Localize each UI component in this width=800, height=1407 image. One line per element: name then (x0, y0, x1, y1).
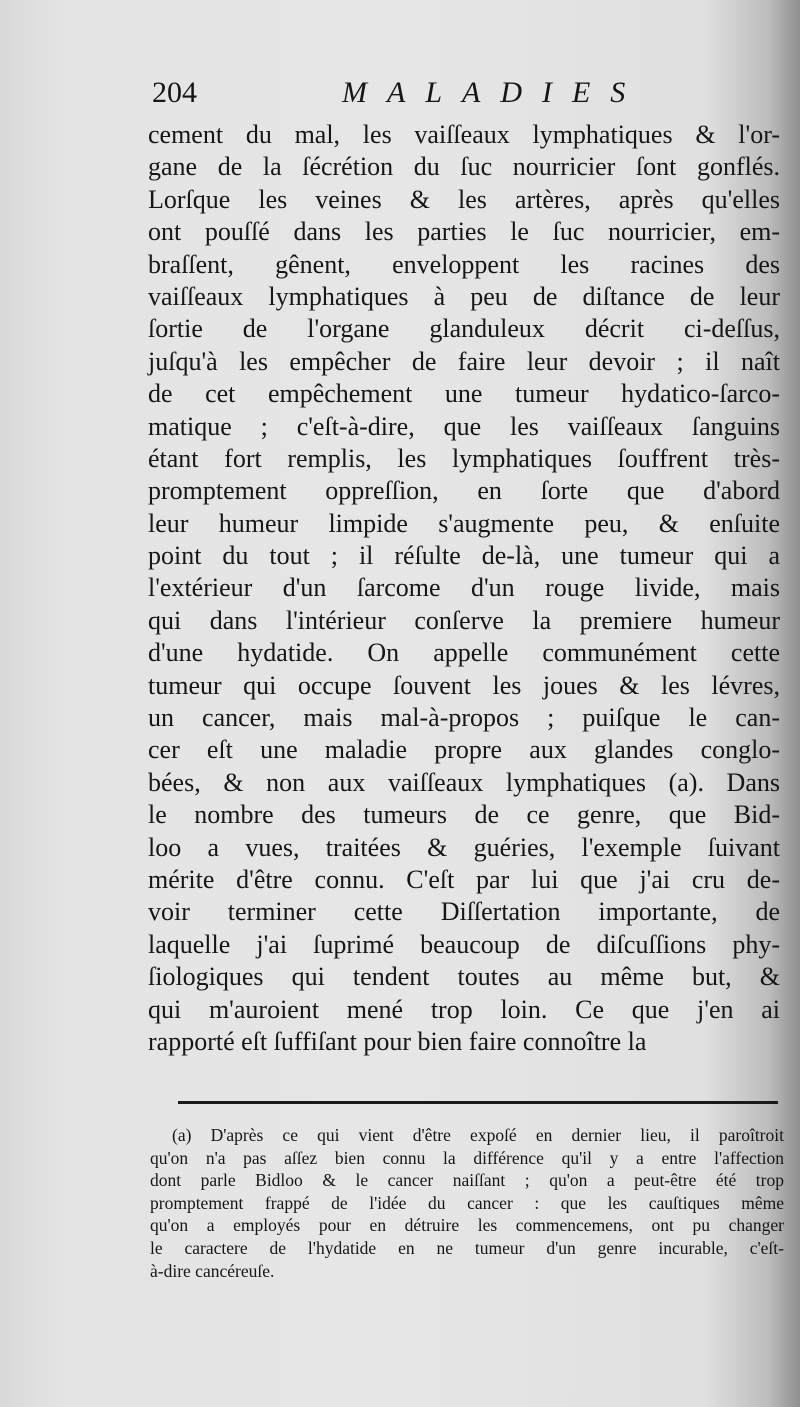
footnote-line: le caractere de l'hydatide en ne tumeur d'un genre incurable, c'eſt- (150, 1237, 784, 1258)
body-line: cer eſt une maladie propre aux glandes conglo- (148, 735, 780, 765)
body-line: ont pouſſé dans les parties le ſuc nourricier, em- (148, 217, 780, 247)
body-line: laquelle j'ai ſuprimé beaucoup de diſcuſſions phy- (148, 929, 780, 959)
footnote-line: à-dire cancéreuſe. (150, 1260, 275, 1281)
body-line: ſiologiques qui tendent toutes au même but, & (148, 962, 780, 992)
footnote-line: dont parle Bidloo & le cancer naiſſant ; qu'on a peut-être été trop (150, 1170, 784, 1191)
footnote-line: promptement frappé de l'idée du cancer : que les cauſtiques même (150, 1192, 784, 1213)
body-line: mérite d'être connu. C'eſt par lui que j'ai cru de- (148, 864, 780, 894)
body-line: point du tout ; il réſulte de-là, une tumeur qui a (148, 541, 780, 571)
body-line: braſſent, gênent, enveloppent les racines des (148, 249, 780, 279)
running-title: MALADIES (342, 76, 646, 109)
footnote-line: qu'on a employés pour en détruire les commencemens, ont pu changer (150, 1215, 784, 1236)
page-number: 204 (152, 76, 197, 109)
footnote-line: (a) D'après ce qui vient d'être expoſé en dernier lieu, il paroîtroit (172, 1125, 784, 1145)
body-line: voir terminer cette Diſſertation importante, de (148, 897, 780, 927)
body-line: juſqu'à les empêcher de faire leur devoir ; il naît (148, 346, 780, 376)
body-line: l'extérieur d'un ſarcome d'un rouge livide, mais (148, 573, 780, 603)
body-text (148, 119, 780, 1058)
body-line: tumeur qui occupe ſouvent les joues & les lévres, (148, 670, 780, 700)
footnote-rule (178, 1101, 778, 1104)
body-line: le nombre des tumeurs de ce genre, que Bid- (148, 800, 780, 830)
body-line: qui dans l'intérieur conſerve la premiere humeur (148, 605, 780, 635)
footnote-line: qu'on n'a pas aſſez bien connu la différence qu'il y a entre l'affection (150, 1147, 784, 1168)
body-line: bées, & non aux vaiſſeaux lymphatiques (a). Dans (148, 767, 780, 797)
body-line: un cancer, mais mal-à-propos ; puiſque le can- (148, 703, 780, 733)
body-line: qui m'auroient mené trop loin. Ce que j'en ai (148, 994, 780, 1024)
body-line: vaiſſeaux lymphatiques à peu de diſtance de leur (148, 281, 780, 311)
body-line: promptement oppreſſion, en ſorte que d'abord (148, 476, 780, 506)
body-line: d'une hydatide. On appelle communément cette (148, 638, 780, 668)
body-line: loo a vues, traitées & guéries, l'exemple ſuivant (148, 832, 780, 862)
body-line: étant fort remplis, les lymphatiques ſouffrent très- (148, 443, 780, 473)
body-line: cement du mal, les vaiſſeaux lymphatiques & l'or- (148, 120, 780, 149)
body-line: de cet empêchement une tumeur hydatico-ſarco- (148, 379, 780, 409)
body-line: leur humeur limpide s'augmente peu, & enſuite (148, 508, 780, 538)
body-line: Lorſque les veines & les artères, après qu'elles (148, 184, 780, 214)
footnote (150, 1124, 784, 1282)
body-line: gane de la ſécrétion du ſuc nourricier ſont gonflés. (148, 152, 780, 182)
body-line: ſortie de l'organe glanduleux décrit ci-deſſus, (148, 314, 780, 344)
body-line: rapporté eſt ſuffiſant pour bien faire connoître la (148, 1026, 647, 1056)
page-header (152, 76, 782, 116)
body-line: matique ; c'eſt-à-dire, que les vaiſſeaux ſanguins (148, 411, 780, 441)
